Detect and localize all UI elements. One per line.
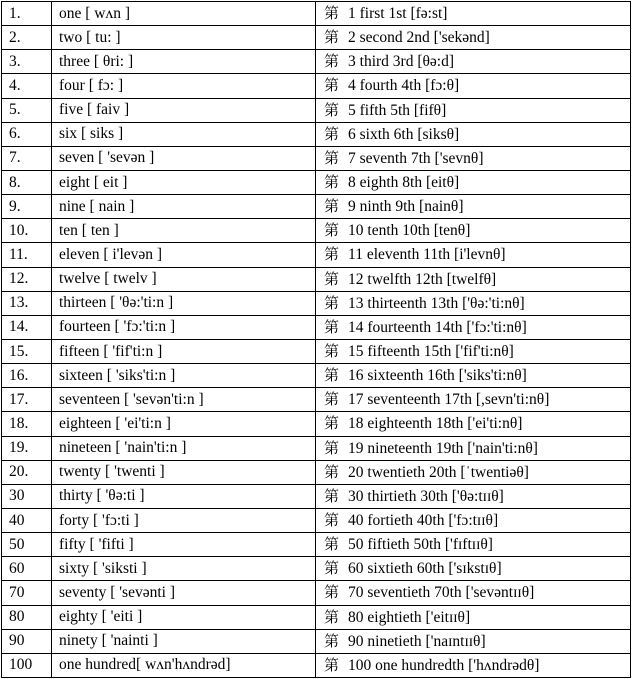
- index-cell: [2, 508, 52, 532]
- index-cell: [2, 170, 52, 194]
- ordinal-text: 30 thirtieth 30th ['θə:tɪɪθ]: [348, 487, 504, 505]
- cardinal-text: five [ faiv ]: [59, 101, 130, 119]
- cardinal-cell: [52, 122, 316, 146]
- row-index: 17.: [9, 390, 29, 408]
- ordinal-text: 15 fifteenth 15th ['fif'ti:nθ]: [348, 343, 514, 361]
- index-cell: [2, 605, 52, 629]
- ordinal-cell: [316, 339, 631, 363]
- row-index: 16.: [9, 366, 29, 384]
- cardinal-cell: [52, 74, 316, 98]
- table-row: [2, 653, 631, 677]
- cardinal-cell: [52, 26, 316, 50]
- row-index: 11.: [9, 245, 28, 263]
- table-row: [2, 581, 631, 605]
- cardinal-cell: [52, 533, 316, 557]
- cardinal-text: fifty [ 'fifti ]: [59, 535, 134, 553]
- row-index: 70: [9, 583, 25, 601]
- cardinal-text: one hundred[ wʌn'hʌndrəd]: [59, 656, 231, 674]
- row-index: 20.: [9, 463, 29, 481]
- cardinal-cell: [52, 339, 316, 363]
- cardinal-cell: [52, 484, 316, 508]
- cardinal-cell: [52, 219, 316, 243]
- ordinal-cell: [316, 581, 631, 605]
- ordinal-cell: [316, 50, 631, 74]
- ordinal-text: 17 seventeenth 17th [,sevn'ti:nθ]: [348, 391, 550, 409]
- ordinal-prefix: 第: [324, 52, 340, 71]
- row-index: 40: [9, 511, 25, 529]
- ordinal-text: 7 seventh 7th ['sevnθ]: [348, 149, 484, 167]
- index-cell: [2, 412, 52, 436]
- ordinal-cell: [316, 484, 631, 508]
- index-cell: [2, 388, 52, 412]
- ordinal-prefix: 第: [324, 197, 340, 216]
- row-index: 14.: [9, 318, 29, 336]
- index-cell: [2, 146, 52, 170]
- cardinal-cell: [52, 460, 316, 484]
- row-index: 10.: [9, 221, 29, 239]
- ordinal-text: 8 eighth 8th [eitθ]: [348, 174, 460, 192]
- cardinal-cell: [52, 508, 316, 532]
- index-cell: [2, 315, 52, 339]
- ordinal-prefix: 第: [324, 607, 340, 626]
- cardinal-cell: [52, 267, 316, 291]
- table-row: [2, 629, 631, 653]
- row-index: 50: [9, 535, 25, 553]
- ordinal-prefix: 第: [324, 148, 340, 167]
- ordinal-prefix: 第: [324, 124, 340, 143]
- ordinal-cell: [316, 436, 631, 460]
- table-row: [2, 484, 631, 508]
- ordinal-text: 14 fourteenth 14th ['fɔ:'ti:nθ]: [348, 318, 527, 336]
- ordinal-text: 1 first 1st [fə:st]: [348, 5, 448, 23]
- ordinal-text: 18 eighteenth 18th ['ei'ti:nθ]: [348, 415, 523, 433]
- index-cell: [2, 195, 52, 219]
- ordinal-prefix: 第: [324, 342, 340, 361]
- row-index: 8.: [9, 173, 21, 191]
- row-index: 30: [9, 487, 25, 505]
- ordinal-cell: [316, 98, 631, 122]
- ordinal-prefix: 第: [324, 28, 340, 47]
- ordinal-prefix: 第: [324, 486, 340, 505]
- ordinal-cell: [316, 243, 631, 267]
- table-row: [2, 412, 631, 436]
- table-row: [2, 436, 631, 460]
- cardinal-text: fourteen [ 'fɔ:'ti:n ]: [59, 318, 176, 336]
- table-row: [2, 74, 631, 98]
- cardinal-text: nineteen [ 'nain'ti:n ]: [59, 439, 187, 457]
- index-cell: [2, 291, 52, 315]
- row-index: 80: [9, 608, 25, 626]
- ordinal-cell: [316, 122, 631, 146]
- cardinal-cell: [52, 412, 316, 436]
- cardinal-cell: [52, 170, 316, 194]
- row-index: 12.: [9, 270, 29, 288]
- table-row: [2, 2, 631, 26]
- cardinal-cell: [52, 605, 316, 629]
- cardinal-cell: [52, 2, 316, 26]
- table-row: [2, 50, 631, 74]
- cardinal-text: ninety [ 'nainti ]: [59, 632, 158, 650]
- ordinal-prefix: 第: [324, 293, 340, 312]
- ordinal-cell: [316, 629, 631, 653]
- ordinal-text: 90 ninetieth ['naɪntɪɪθ]: [348, 632, 486, 650]
- numbers-table: [1, 1, 631, 678]
- ordinal-prefix: 第: [324, 173, 340, 192]
- cardinal-text: fifteen [ 'fif'ti:n ]: [59, 342, 163, 360]
- cardinal-text: thirty [ 'θə:ti ]: [59, 487, 145, 505]
- index-cell: [2, 243, 52, 267]
- ordinal-text: 9 ninth 9th [nainθ]: [348, 198, 464, 216]
- cardinal-text: three [ θri: ]: [59, 52, 134, 70]
- cardinal-cell: [52, 146, 316, 170]
- cardinal-cell: [52, 291, 316, 315]
- cardinal-text: six [ siks ]: [59, 125, 124, 143]
- row-index: 1.: [9, 4, 21, 22]
- cardinal-cell: [52, 629, 316, 653]
- ordinal-cell: [316, 508, 631, 532]
- row-index: 4.: [9, 76, 21, 94]
- cardinal-text: eleven [ i'levən ]: [59, 245, 163, 263]
- index-cell: [2, 557, 52, 581]
- ordinal-text: 6 sixth 6th [siksθ]: [348, 125, 460, 143]
- ordinal-cell: [316, 315, 631, 339]
- ordinal-text: 100 one hundredth ['hʌndrədθ]: [348, 656, 540, 674]
- ordinal-cell: [316, 2, 631, 26]
- index-cell: [2, 50, 52, 74]
- index-cell: [2, 2, 52, 26]
- cardinal-cell: [52, 98, 316, 122]
- ordinal-text: 60 sixtieth 60th ['sɪkstɪθ]: [348, 560, 502, 578]
- ordinal-prefix: 第: [324, 631, 340, 650]
- row-index: 100: [9, 656, 33, 674]
- ordinal-text: 2 second 2nd ['sekənd]: [348, 29, 490, 47]
- cardinal-cell: [52, 557, 316, 581]
- ordinal-prefix: 第: [324, 390, 340, 409]
- table-row: [2, 219, 631, 243]
- table-row: [2, 170, 631, 194]
- ordinal-cell: [316, 170, 631, 194]
- cardinal-cell: [52, 243, 316, 267]
- cardinal-text: sixteen [ 'siks'ti:n ]: [59, 366, 176, 384]
- ordinal-prefix: 第: [324, 535, 340, 554]
- ordinal-text: 10 tenth 10th [tenθ]: [348, 222, 471, 240]
- ordinal-cell: [316, 557, 631, 581]
- row-index: 2.: [9, 28, 21, 46]
- numbers-table-body: [2, 2, 631, 678]
- ordinal-cell: [316, 605, 631, 629]
- ordinal-cell: [316, 267, 631, 291]
- table-row: [2, 243, 631, 267]
- ordinal-prefix: 第: [324, 655, 340, 674]
- index-cell: [2, 122, 52, 146]
- cardinal-text: four [ fɔ: ]: [59, 76, 124, 94]
- index-cell: [2, 74, 52, 98]
- ordinal-cell: [316, 146, 631, 170]
- cardinal-text: seven [ 'sevən ]: [59, 149, 155, 167]
- cardinal-cell: [52, 581, 316, 605]
- row-index: 90: [9, 632, 25, 650]
- table-row: [2, 460, 631, 484]
- ordinal-cell: [316, 388, 631, 412]
- ordinal-text: 4 fourth 4th [fɔ:θ]: [348, 77, 460, 95]
- ordinal-prefix: 第: [324, 317, 340, 336]
- index-cell: [2, 267, 52, 291]
- index-cell: [2, 581, 52, 605]
- ordinal-text: 19 nineteenth 19th ['nain'ti:nθ]: [348, 439, 538, 457]
- cardinal-text: nine [ nain ]: [59, 197, 135, 215]
- ordinal-cell: [316, 195, 631, 219]
- row-index: 60: [9, 559, 25, 577]
- ordinal-text: 5 fifth 5th [fifθ]: [348, 101, 447, 119]
- ordinal-cell: [316, 460, 631, 484]
- ordinal-cell: [316, 653, 631, 677]
- ordinal-prefix: 第: [324, 583, 340, 602]
- row-index: 18.: [9, 414, 29, 432]
- cardinal-text: two [ tu: ]: [59, 28, 121, 46]
- ordinal-prefix: 第: [324, 100, 340, 119]
- cardinal-cell: [52, 436, 316, 460]
- table-row: [2, 195, 631, 219]
- ordinal-cell: [316, 291, 631, 315]
- cardinal-text: eighteen [ 'ei'ti:n ]: [59, 414, 171, 432]
- cardinal-text: seventeen [ 'sevən'ti:n ]: [59, 390, 204, 408]
- cardinal-text: ten [ ten ]: [59, 221, 119, 239]
- cardinal-text: seventy [ 'sevənti ]: [59, 583, 175, 601]
- index-cell: [2, 533, 52, 557]
- cardinal-text: eight [ eit ]: [59, 173, 128, 191]
- cardinal-text: forty [ 'fɔ:ti ]: [59, 511, 139, 529]
- table-row: [2, 364, 631, 388]
- cardinal-text: thirteen [ 'θə:'ti:n ]: [59, 294, 174, 312]
- cardinal-cell: [52, 50, 316, 74]
- table-row: [2, 146, 631, 170]
- ordinal-cell: [316, 412, 631, 436]
- cardinal-text: twelve [ twelv ]: [59, 270, 157, 288]
- table-row: [2, 388, 631, 412]
- cardinal-text: twenty [ 'twenti ]: [59, 463, 165, 481]
- index-cell: [2, 98, 52, 122]
- row-index: 3.: [9, 52, 21, 70]
- table-row: [2, 291, 631, 315]
- cardinal-text: one [ wʌn ]: [59, 4, 131, 22]
- ordinal-text: 20 twentieth 20th [ˈtwentiəθ]: [348, 463, 529, 481]
- table-row: [2, 98, 631, 122]
- ordinal-prefix: 第: [324, 245, 340, 264]
- row-index: 13.: [9, 294, 29, 312]
- row-index: 5.: [9, 101, 21, 119]
- table-row: [2, 557, 631, 581]
- cardinal-cell: [52, 195, 316, 219]
- ordinal-cell: [316, 533, 631, 557]
- cardinal-text: eighty [ 'eiti ]: [59, 608, 143, 626]
- index-cell: [2, 26, 52, 50]
- table-row: [2, 605, 631, 629]
- ordinal-prefix: 第: [324, 269, 340, 288]
- ordinal-text: 80 eightieth ['eitɪɪθ]: [348, 608, 471, 626]
- ordinal-text: 70 seventieth 70th ['sevəntɪɪθ]: [348, 584, 535, 602]
- index-cell: [2, 436, 52, 460]
- ordinal-prefix: 第: [324, 438, 340, 457]
- index-cell: [2, 364, 52, 388]
- row-index: 15.: [9, 342, 29, 360]
- ordinal-prefix: 第: [324, 76, 340, 95]
- table-row: [2, 533, 631, 557]
- ordinal-text: 11 eleventh 11th [i'levnθ]: [348, 246, 506, 264]
- ordinal-prefix: 第: [324, 4, 340, 23]
- cardinal-cell: [52, 653, 316, 677]
- ordinal-cell: [316, 219, 631, 243]
- row-index: 6.: [9, 125, 21, 143]
- cardinal-text: sixty [ 'siksti ]: [59, 559, 147, 577]
- ordinal-prefix: 第: [324, 366, 340, 385]
- index-cell: [2, 653, 52, 677]
- index-cell: [2, 339, 52, 363]
- table-row: [2, 339, 631, 363]
- ordinal-prefix: 第: [324, 511, 340, 530]
- index-cell: [2, 219, 52, 243]
- ordinal-text: 50 fiftieth 50th ['fɪftɪɪθ]: [348, 536, 493, 554]
- table-row: [2, 267, 631, 291]
- cardinal-cell: [52, 315, 316, 339]
- ordinal-cell: [316, 74, 631, 98]
- ordinal-prefix: 第: [324, 462, 340, 481]
- ordinal-text: 12 twelfth 12th [twelfθ]: [348, 270, 497, 288]
- table-row: [2, 122, 631, 146]
- ordinal-text: 3 third 3rd [θə:d]: [348, 53, 455, 71]
- ordinal-prefix: 第: [324, 221, 340, 240]
- ordinal-text: 16 sixteenth 16th ['siks'ti:nθ]: [348, 367, 527, 385]
- index-cell: [2, 484, 52, 508]
- ordinal-cell: [316, 364, 631, 388]
- cardinal-cell: [52, 364, 316, 388]
- ordinal-prefix: 第: [324, 414, 340, 433]
- ordinal-text: 13 thirteenth 13th ['θə:'ti:nθ]: [348, 294, 525, 312]
- row-index: 19.: [9, 439, 29, 457]
- ordinal-prefix: 第: [324, 559, 340, 578]
- table-row: [2, 508, 631, 532]
- row-index: 7.: [9, 149, 21, 167]
- table-row: [2, 26, 631, 50]
- table-row: [2, 315, 631, 339]
- index-cell: [2, 460, 52, 484]
- cardinal-cell: [52, 388, 316, 412]
- row-index: 9.: [9, 197, 21, 215]
- index-cell: [2, 629, 52, 653]
- ordinal-text: 40 fortieth 40th ['fɔ:tɪɪθ]: [348, 512, 499, 530]
- ordinal-cell: [316, 26, 631, 50]
